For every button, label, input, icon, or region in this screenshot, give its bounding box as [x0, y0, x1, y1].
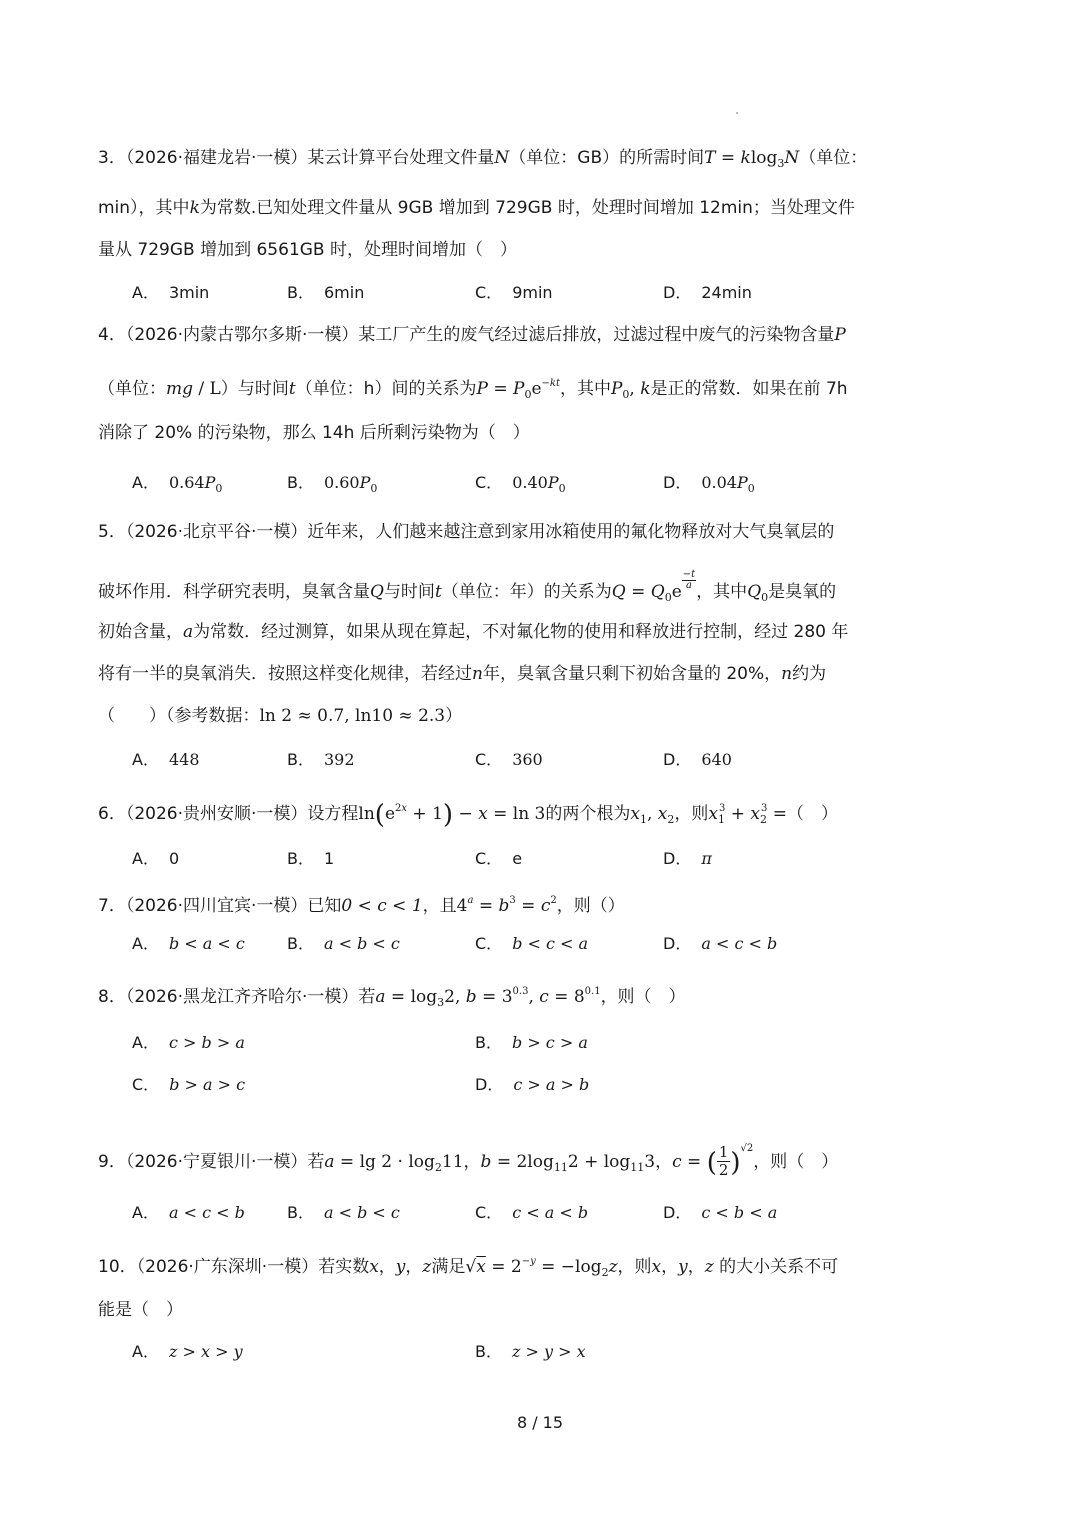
q8-option-b: B． b > c > a: [475, 1033, 588, 1052]
q8-option-c: C． b > a > c: [132, 1075, 246, 1094]
q4-line-1: 4．（2026·内蒙古鄂尔多斯·一模）某工厂产生的废气经过滤后排放，过滤过程中废气的污染物含量P: [98, 325, 846, 345]
q3-option-d: D． 24min: [663, 283, 752, 302]
q5-option-b: B． 392: [287, 750, 355, 769]
q9-line-1: 9．（2026·宁夏银川·一模）若$a = \lg 2 \cdot \log_211$，$b = 2\log_{11}2 + \log_{11}3$，c = ( $\frac{1}{2})^{√2}$，则（ ）: [98, 1143, 839, 1179]
q7-option-c: C． b < c < a: [475, 934, 589, 953]
q10-line-1: 10．（2026·广东深圳·一模）若实数x，y，z满足$√x = 2^{-y} = -\log_2z$，则x，y，z 的大小关系不可: [98, 1256, 839, 1279]
q6-line-1: 6．（2026·贵州安顺·一模）设方程$\ln(e^{2x} + 1) - x = \ln 3$的两个根为$x_1$, $x_2$，则$x_1^3 + x_2^3$ =（ ）: [98, 800, 839, 830]
q4-line-2: （单位：mg / L）与时间t（单位：h）间的关系为$P = P_0e^{-kt}$，其中$P_0$, k是正的常数．如果在前 7h: [98, 378, 848, 401]
q7-option-b: B． a < b < c: [287, 934, 400, 953]
q10-line-2: 能是（ ）: [98, 1300, 183, 1320]
q5-option-d: D． 640: [663, 750, 732, 769]
q9-option-d: D． c < b < a: [663, 1203, 778, 1222]
q4-line-3: 消除了 20% 的污染物，那么 14h 后所剩污染物为（ ）: [98, 423, 530, 443]
q4-option-d: D． $0.04P_0$: [663, 473, 755, 495]
q6-option-d: D． π: [663, 849, 712, 868]
q6-option-a: A． 0: [132, 849, 180, 868]
q8-option-d: D． c > a > b: [475, 1075, 590, 1094]
q8-line-1: 8．（2026·黑龙江齐齐哈尔·一模）若$a = \log_32$, $b = 3^{0.3}$, $c = 8^{0.1}$，则（ ）: [98, 986, 686, 1009]
q3-line-1: 3．（2026·福建龙岩·一模）某云计算平台处理文件量N（单位：GB）的所需时间T = klog$_3$N（单位：: [98, 148, 868, 170]
q5-line-5: （ ）（参考数据：ln 2 ≈ 0.7, ln10 ≈ 2.3）: [98, 706, 463, 726]
q5-line-1: 5．（2026·北京平谷·一模）近年来，人们越来越注意到家用冰箱使用的氟化物释放对大气臭氧层的: [98, 522, 835, 542]
q3-option-c: C． 9min: [475, 283, 553, 302]
q10-option-b: B． z > y > x: [475, 1342, 586, 1361]
scan-dot: [736, 112, 738, 114]
q4-option-a: A． $0.64P_0$: [132, 473, 223, 495]
q9-option-b: B． a < b < c: [287, 1203, 400, 1222]
q6-option-c: C． e: [475, 849, 523, 868]
page-number: 8 / 15: [516, 1413, 564, 1432]
q3-line-2: min），其中k为常数.已知处理文件量从 9GB 增加到 729GB 时，处理时间增加 12min；当处理文件: [98, 198, 855, 218]
q5-line-4: 将有一半的臭氧消失．按照这样变化规律，若经过n年，臭氧含量只剩下初始含量的 20%，n约为: [98, 664, 827, 684]
q7-option-a: A． b < a < c: [132, 934, 245, 953]
exponent-fraction: $\frac{-t}{a}$: [682, 569, 696, 591]
q3-option-b: B． 6min: [287, 283, 365, 302]
q4-option-b: B． $0.60P_0$: [287, 473, 378, 495]
q9-option-a: A． a < c < b: [132, 1203, 245, 1222]
q6-option-b: B． 1: [287, 849, 335, 868]
q10-option-a: A． z > x > y: [132, 1342, 243, 1361]
q7-line-1: 7．（2026·四川宜宾·一模）已知0 < c < 1，且$4^a = b^3 = c^2$，则（）: [98, 895, 625, 916]
q5-line-3: 初始含量，a为常数．经过测算，如果从现在算起，不对氟化物的使用和释放进行控制，经过 280 年: [98, 622, 849, 642]
q3-option-a: A． 3min: [132, 283, 210, 302]
q5-line-2: 破坏作用．科学研究表明，臭氧含量Q与时间t（单位：年）的关系为$Q = Q_0e$ $\frac{-t}{a}$ ，其中$Q_0$是臭氧的: [98, 569, 837, 604]
q7-option-d: D． a < c < b: [663, 934, 778, 953]
half-fraction: $\frac{1}{2}$: [718, 1143, 729, 1179]
q9-option-c: C． c < a < b: [475, 1203, 589, 1222]
q5-option-c: C． 360: [475, 750, 543, 769]
q5-option-a: A． 448: [132, 750, 200, 769]
q3-line-3: 量从 729GB 增加到 6561GB 时，处理时间增加（ ）: [98, 240, 517, 260]
q8-option-a: A． c > b > a: [132, 1033, 245, 1052]
q4-option-c: C． $0.40P_0$: [475, 473, 566, 495]
